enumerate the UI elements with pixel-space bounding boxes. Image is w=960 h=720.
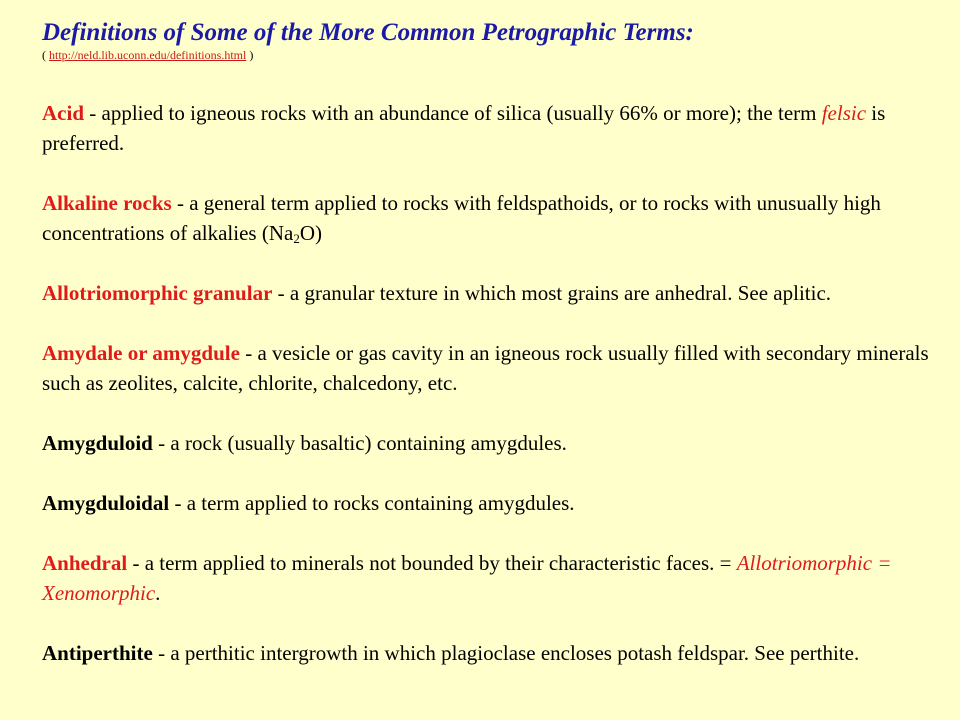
- term-alkaline-rocks: Alkaline rocks: [42, 191, 172, 215]
- source-reference: [42, 48, 942, 62]
- page-title: Definitions of Some of the More Common Petrographic Terms:: [42, 19, 694, 46]
- definition-amygduloidal: [42, 488, 942, 518]
- slide-content: [42, 18, 942, 62]
- term-amygduloidal: Amygduloidal: [42, 491, 170, 515]
- definition-allotriomorphic-granular: [42, 278, 942, 308]
- term-acid: Acid: [42, 101, 84, 125]
- definition-text: applied to igneous rocks with an abundance of silica (usually 66% or more); the term: [101, 101, 822, 125]
- definition-text: a perthitic intergrowth in which plagioclase encloses potash feldspar. See perthite.: [170, 641, 860, 665]
- definition-alkaline-rocks: [42, 188, 942, 248]
- definition-text: a term applied to rocks containing amygdules.: [186, 491, 575, 515]
- term-amygduloid: Amygduloid: [42, 431, 153, 455]
- definition-acid: [42, 98, 942, 158]
- definition-amygduloid: [42, 428, 942, 458]
- term-amydale: Amydale or amygdule: [42, 341, 240, 365]
- term-separator: -: [127, 551, 145, 575]
- term-separator: -: [152, 641, 171, 665]
- term-synonyms: Allotriomorphic = Xenomorphic: [42, 551, 892, 605]
- term-allotriomorphic-granular: Allotriomorphic granular: [42, 281, 273, 305]
- source-open-paren: (: [42, 48, 49, 62]
- definition-text: a term applied to minerals not bounded by their characteristic faces. =: [144, 551, 737, 575]
- source-link[interactable]: http://neld.lib.uconn.edu/definitions.html: [49, 48, 247, 62]
- definition-text: .: [155, 581, 161, 605]
- term-separator: -: [169, 491, 187, 515]
- definition-text: a vesicle or gas cavity in an igneous rock usually filled with secondary minerals such as zeolites, calcite, chlorite, chalcedony, etc.: [42, 341, 929, 395]
- definition-text: a rock (usually basaltic) containing amygdules.: [170, 431, 567, 455]
- term-separator: -: [171, 191, 190, 215]
- definition-text: a general term applied to rocks with feldspathoids, or to rocks with unusually high concentrations of alkalies (Na: [42, 191, 881, 245]
- term-anhedral: Anhedral: [42, 551, 128, 575]
- definition-text: O): [299, 221, 322, 245]
- term-felsic: felsic: [821, 101, 867, 125]
- subscript-2: 2: [293, 231, 300, 246]
- definition-antiperthite: [42, 638, 942, 668]
- term-separator: -: [152, 431, 171, 455]
- definition-anhedral: [42, 548, 942, 608]
- definition-amydale: [42, 338, 942, 398]
- definition-text: a granular texture in which most grains are anhedral. See aplitic.: [289, 281, 832, 305]
- term-separator: -: [84, 101, 102, 125]
- definition-text: is preferred.: [42, 101, 886, 155]
- term-antiperthite: Antiperthite: [42, 641, 153, 665]
- source-close-paren: ): [246, 48, 254, 62]
- term-separator: -: [239, 341, 258, 365]
- term-separator: -: [272, 281, 290, 305]
